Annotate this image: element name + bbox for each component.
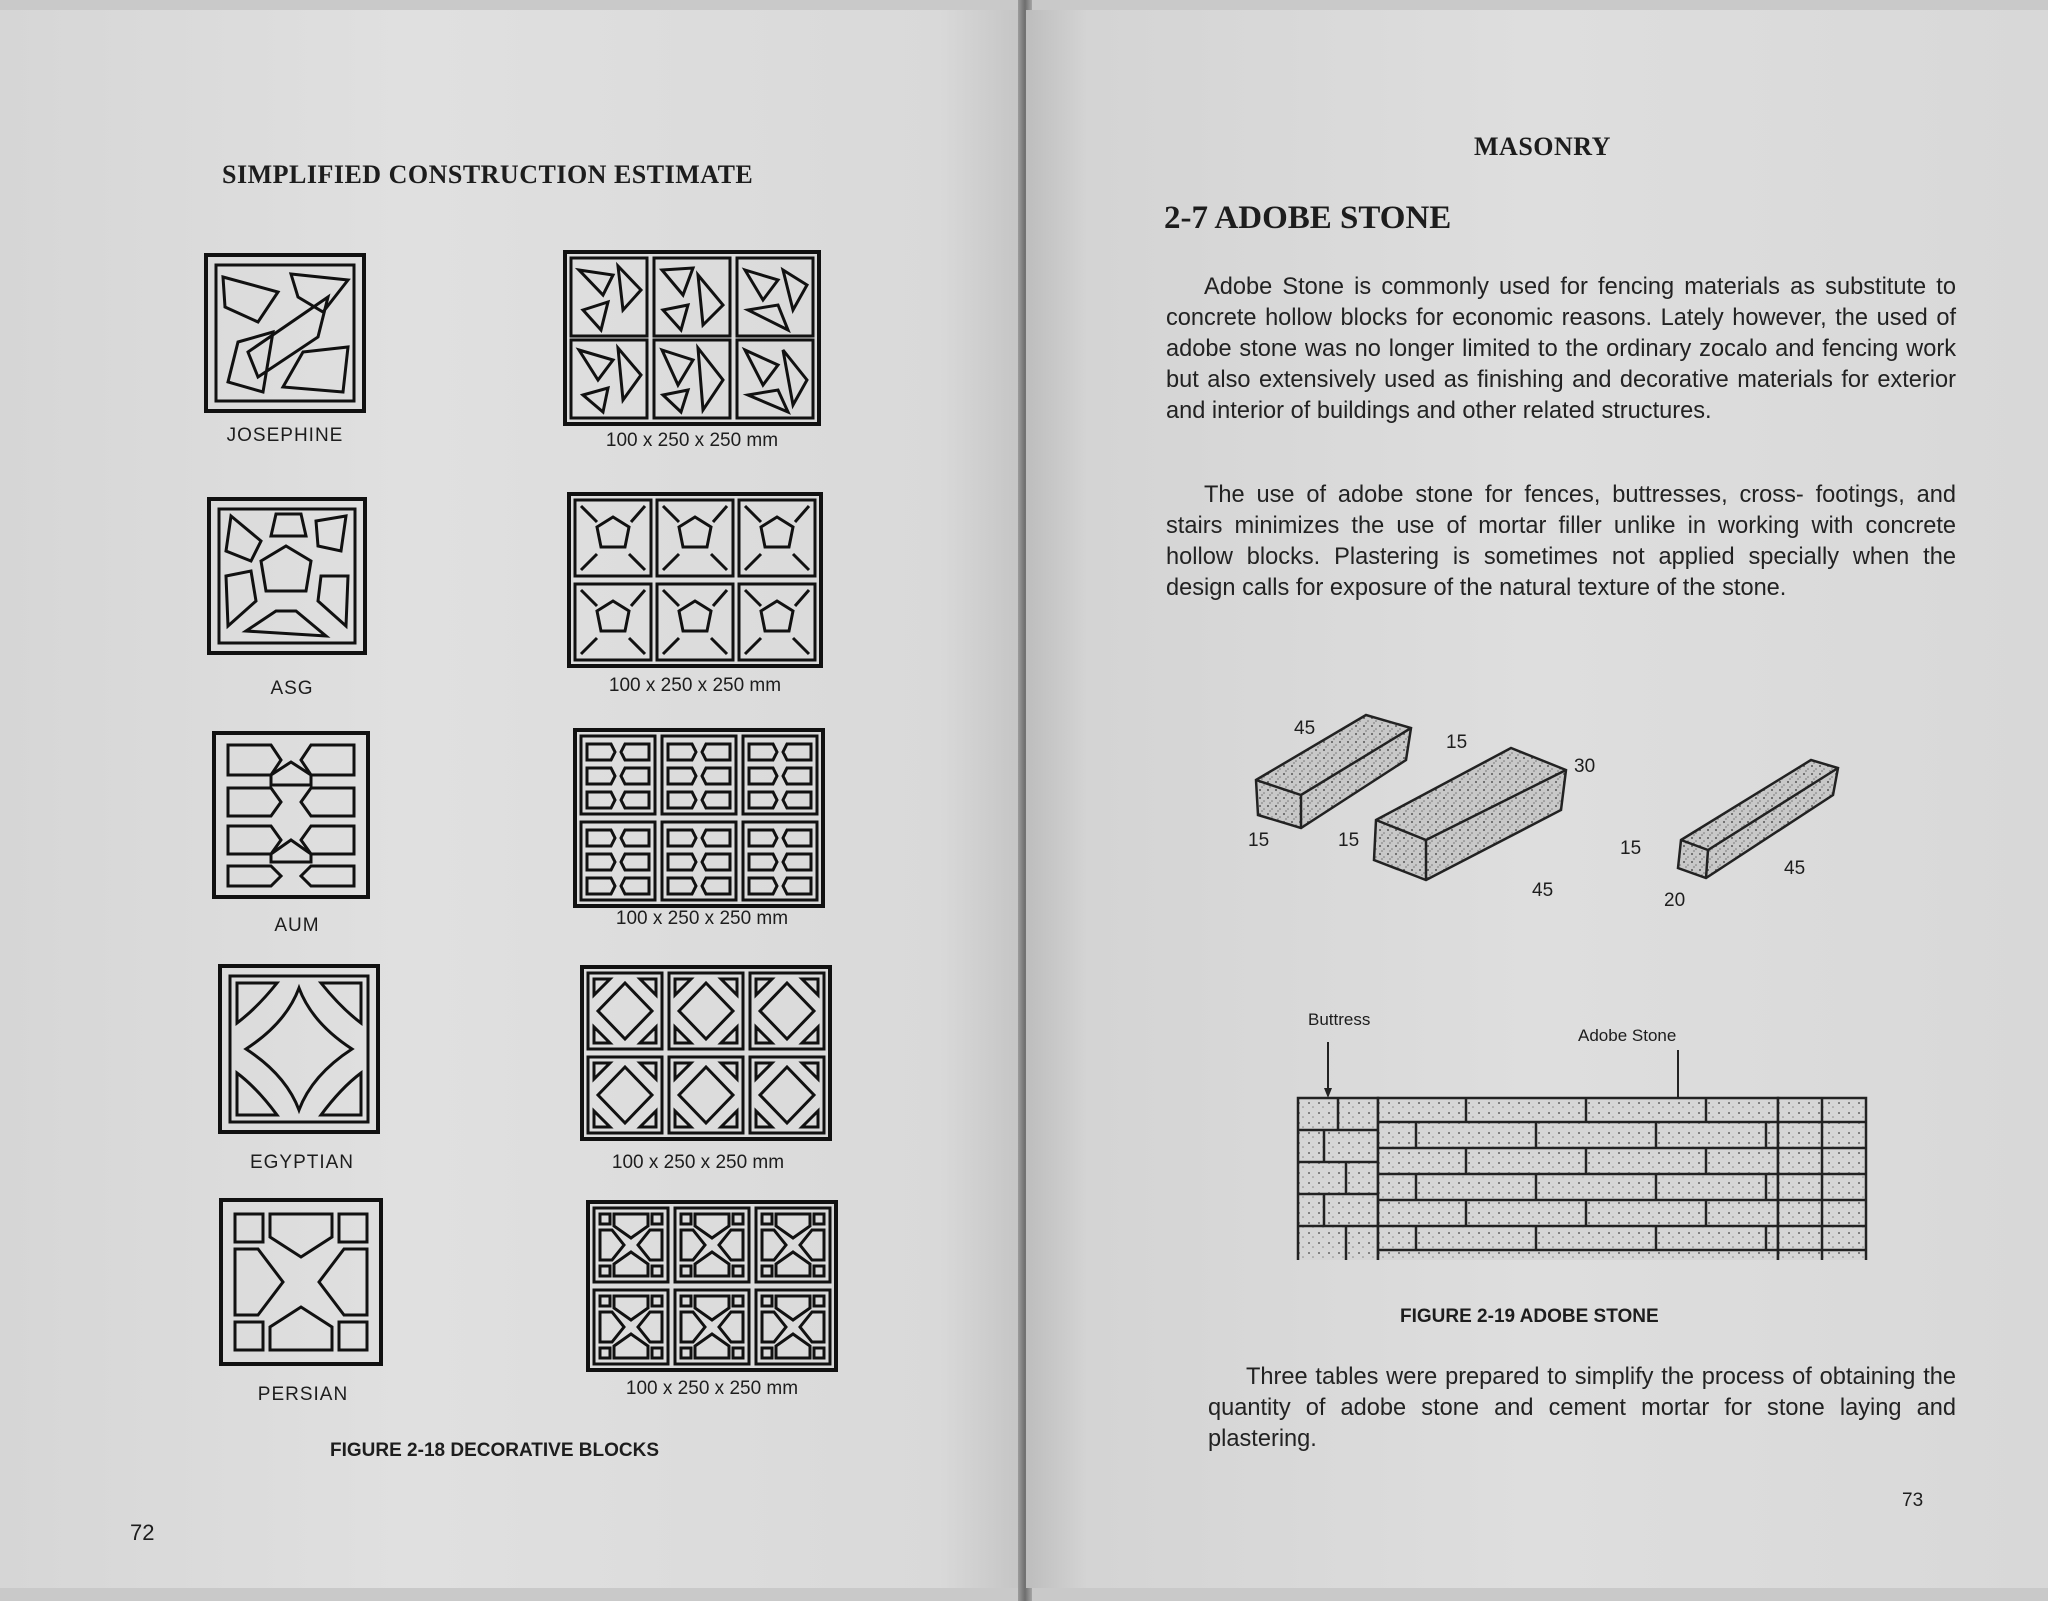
block-name-aum: AUM [274, 915, 320, 936]
right-running-head: MASONRY [1474, 132, 1611, 161]
block-name-persian: PERSIAN [257, 1384, 349, 1405]
stone-1-depth-15: 15 [1338, 830, 1360, 851]
right-page-number: 73 [1902, 1490, 1924, 1511]
block-name-josephine: JOSEPHINE [226, 425, 344, 446]
stone-3-length-45: 45 [1784, 858, 1806, 879]
block-name-asg: ASG [270, 678, 314, 699]
block-dimensions-egyptian: 100 x 250 x 250 mm [611, 1152, 785, 1173]
persian-single-block [218, 1197, 384, 1367]
block-dimensions-josephine: 100 x 250 x 250 mm [605, 430, 779, 451]
paragraph-3: Three tables were prepared to simplify the process of obtaining the quantity of adobe stone and cement mortar for stone laying and plastering. [1208, 1364, 1956, 1452]
left-running-head: SIMPLIFIED CONSTRUCTION ESTIMATE [222, 160, 754, 189]
asg-single-block [206, 496, 368, 656]
adobe-stones-illustration [1226, 700, 1906, 920]
egyptian-block-grid [580, 965, 832, 1141]
stone-1-width-15: 15 [1446, 732, 1468, 753]
figure-2-18-caption: FIGURE 2-18 DECORATIVE BLOCKS [330, 1440, 660, 1461]
paragraph-1: Adobe Stone is commonly used for fencing materials as substitute to concrete hollow blocks for economic reasons. Lately however, the used of adobe stone was no longer limited to the ordinary zocalo and fencing work but also extensively used as finishing and decorative materials for exterior and interior of buildings and other related structures. [1166, 274, 1956, 424]
adobe-stone-label: Adobe Stone [1578, 1026, 1677, 1045]
figure-2-19-caption: FIGURE 2-19 ADOBE STONE [1400, 1306, 1659, 1327]
aum-single-block [211, 730, 371, 900]
block-dimensions-asg: 100 x 250 x 250 mm [608, 675, 782, 696]
aum-block-grid [573, 728, 825, 908]
section-title-adobe-stone: 2-7 ADOBE STONE [1164, 200, 1452, 236]
block-dimensions-persian: 100 x 250 x 250 mm [625, 1378, 799, 1399]
buttress-label: Buttress [1308, 1010, 1371, 1029]
block-dimensions-aum: 100 x 250 x 250 mm [615, 908, 789, 929]
egyptian-single-block [217, 963, 381, 1135]
josephine-block-grid [563, 250, 821, 426]
paragraph-2: The use of adobe stone for fences, buttresses, cross- footings, and stairs minimizes the use of mortar filler unlike in working with concrete hollow blocks. Plastering is sometimes not applied specially when the design calls for exposure of the natural texture of the stone. [1166, 482, 1956, 601]
asg-block-grid [567, 492, 823, 668]
josephine-single-block [203, 252, 367, 414]
stone-3-width-20: 20 [1664, 890, 1686, 911]
stone-1-height-15: 15 [1248, 830, 1270, 851]
persian-block-grid [586, 1200, 838, 1372]
left-page [0, 10, 1022, 1588]
stone-2-length-45: 45 [1532, 880, 1554, 901]
stone-2-height-15: 15 [1620, 838, 1642, 859]
block-name-egyptian: EGYPTIAN [249, 1152, 355, 1173]
stone-1-length-45: 45 [1294, 718, 1316, 739]
right-page [1026, 10, 2048, 1588]
stone-2-width-30: 30 [1574, 756, 1596, 777]
adobe-stone-wall-illustration [1266, 1030, 1886, 1260]
left-page-number: 72 [130, 1520, 155, 1545]
